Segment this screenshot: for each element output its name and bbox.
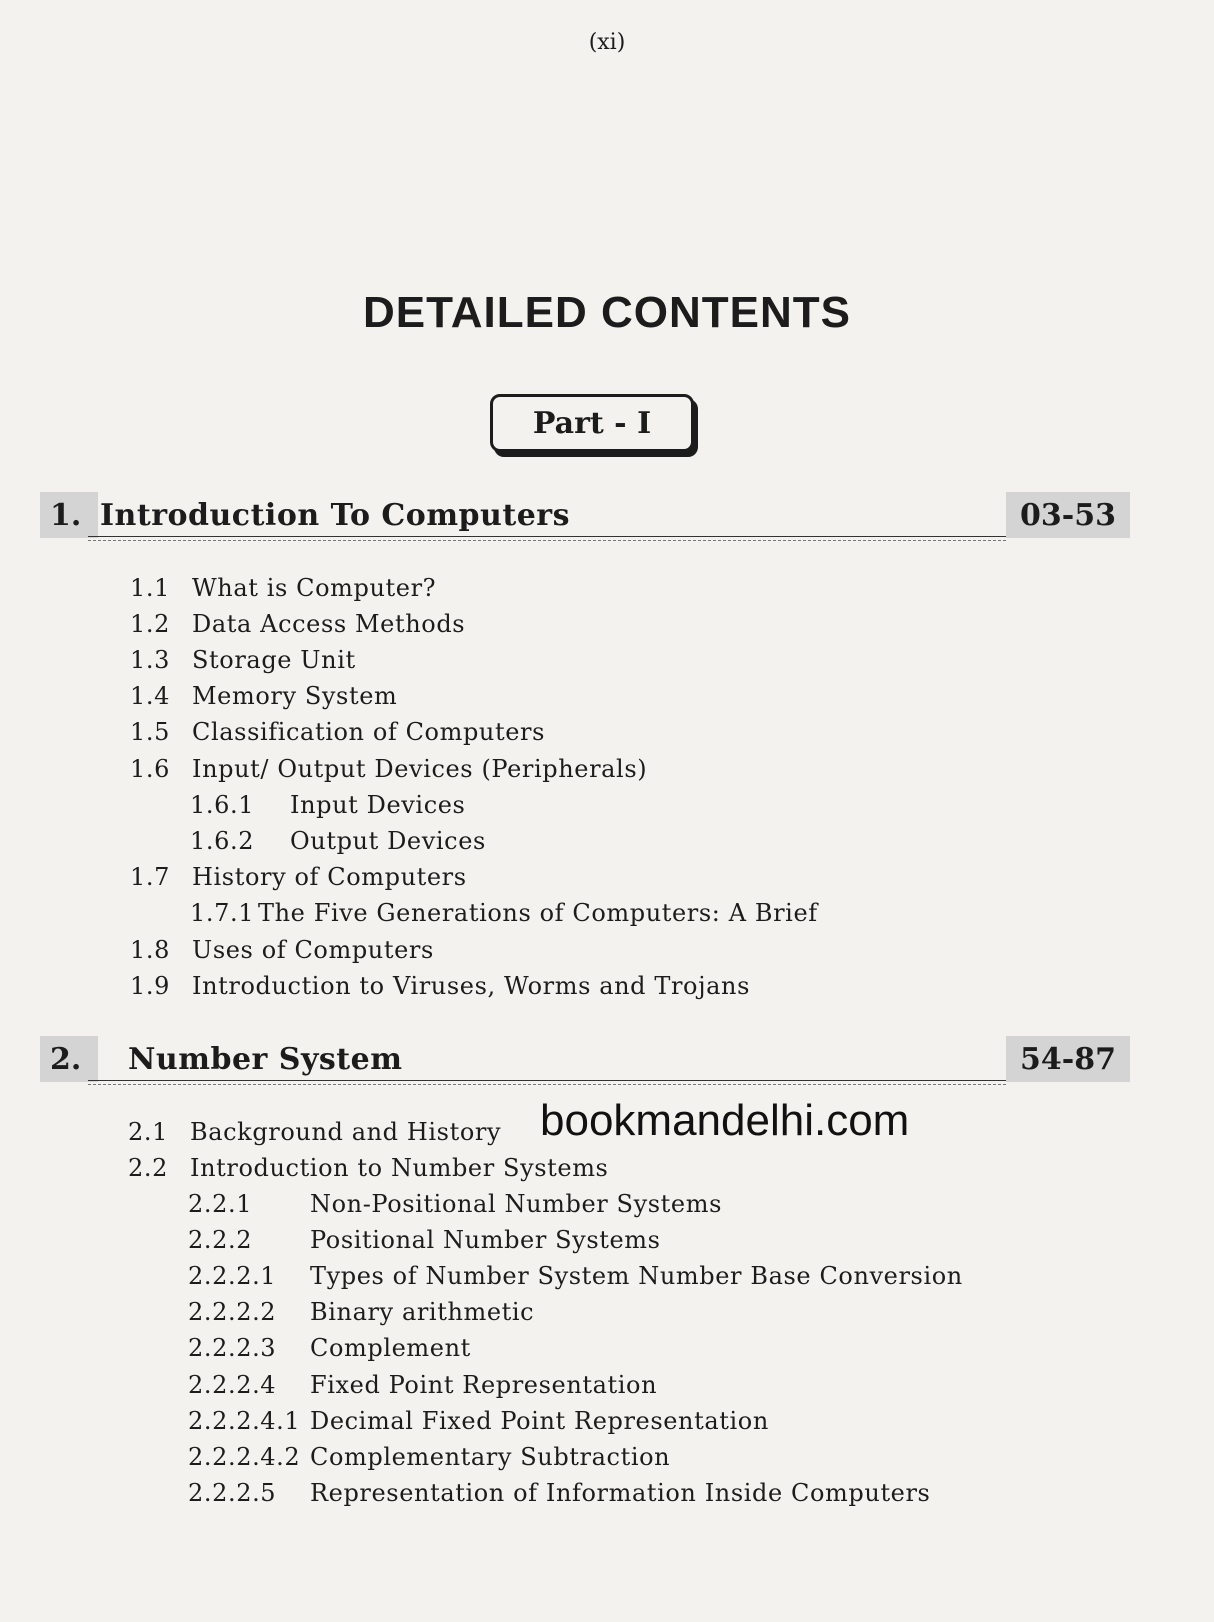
entry-number: 1.4 <box>130 682 170 710</box>
entry-text: Input/ Output Devices (Peripherals) <box>192 755 648 783</box>
chapter-2-rule <box>88 1080 1006 1085</box>
part-label-box <box>490 394 694 452</box>
entry-number: 1.7 <box>130 863 170 891</box>
entry-text: Introduction to Viruses, Worms and Trojans <box>192 972 751 1000</box>
entry-text: Memory System <box>192 682 398 710</box>
entry-text: Decimal Fixed Point Representation <box>310 1407 769 1435</box>
entry-text: Complementary Subtraction <box>310 1443 671 1471</box>
entry-text: Background and History <box>190 1118 502 1146</box>
entry-number: 1.2 <box>130 610 170 638</box>
entry-text: Representation of Information Inside Computers <box>310 1479 931 1507</box>
chapter-1-pages: 03-53 <box>1006 492 1130 538</box>
entry-number: 2.2.2.3 <box>188 1334 277 1362</box>
entry-text: What is Computer? <box>192 574 437 602</box>
entry-number: 1.6 <box>130 755 170 783</box>
entry-text: Uses of Computers <box>192 936 434 964</box>
entry-text: Data Access Methods <box>192 610 466 638</box>
entry-number: 1.5 <box>130 718 170 746</box>
chapter-1-header <box>40 492 1130 538</box>
entry-text: Positional Number Systems <box>310 1226 661 1254</box>
entry-text: The Five Generations of Computers: A Brief <box>258 899 818 927</box>
entry-number: 1.6.2 <box>190 827 255 855</box>
entry-text: History of Computers <box>192 863 467 891</box>
entry-text: Fixed Point Representation <box>310 1371 658 1399</box>
entry-number: 2.2.2.4.1 <box>188 1407 301 1435</box>
chapter-1-rule <box>88 536 1006 541</box>
entry-number: 2.2.2.4 <box>188 1371 277 1399</box>
entry-number: 1.8 <box>130 936 170 964</box>
entry-number: 2.2.2.4.2 <box>188 1443 301 1471</box>
chapter-1-title: Introduction To Computers <box>100 497 570 533</box>
entry-text: Non-Positional Number Systems <box>310 1190 722 1218</box>
entry-number: 2.2.2.2 <box>188 1298 277 1326</box>
chapter-2-number <box>40 1036 98 1082</box>
chapter-2-pages: 54-87 <box>1006 1036 1130 1082</box>
entry-number: 1.3 <box>130 646 170 674</box>
page-title: DETAILED CONTENTS <box>363 288 851 337</box>
entry-text: Storage Unit <box>192 646 356 674</box>
chapter-2-number-text: 2. <box>50 1041 82 1077</box>
entry-text: Complement <box>310 1334 471 1362</box>
entry-number: 1.6.1 <box>190 791 255 819</box>
entry-text: Introduction to Number Systems <box>190 1154 609 1182</box>
entry-number: 1.9 <box>130 972 170 1000</box>
entry-text: Types of Number System Number Base Conversion <box>310 1262 963 1290</box>
page-number: (xi) <box>588 30 626 55</box>
entry-number: 2.2.2.5 <box>188 1479 277 1507</box>
entry-text: Binary arithmetic <box>310 1298 535 1326</box>
entry-text: Output Devices <box>290 827 486 855</box>
entry-text: Classification of Computers <box>192 718 546 746</box>
entry-number: 2.2.2 <box>188 1226 253 1254</box>
chapter-1-number-text: 1. <box>50 497 82 533</box>
chapter-2-title: Number System <box>128 1041 403 1077</box>
chapter-1-number <box>40 492 98 538</box>
entry-number: 2.2.1 <box>188 1190 253 1218</box>
entry-number: 1.1 <box>130 574 170 602</box>
watermark: bookmandelhi.com <box>540 1096 910 1145</box>
entry-number: 2.2 <box>128 1154 168 1182</box>
entry-number: 2.1 <box>128 1118 168 1146</box>
entry-number: 2.2.2.1 <box>188 1262 277 1290</box>
entry-number: 1.7.1 <box>190 899 255 927</box>
entry-text: Input Devices <box>290 791 466 819</box>
part-label: Part - I <box>532 405 652 441</box>
chapter-2-header <box>40 1036 1130 1082</box>
